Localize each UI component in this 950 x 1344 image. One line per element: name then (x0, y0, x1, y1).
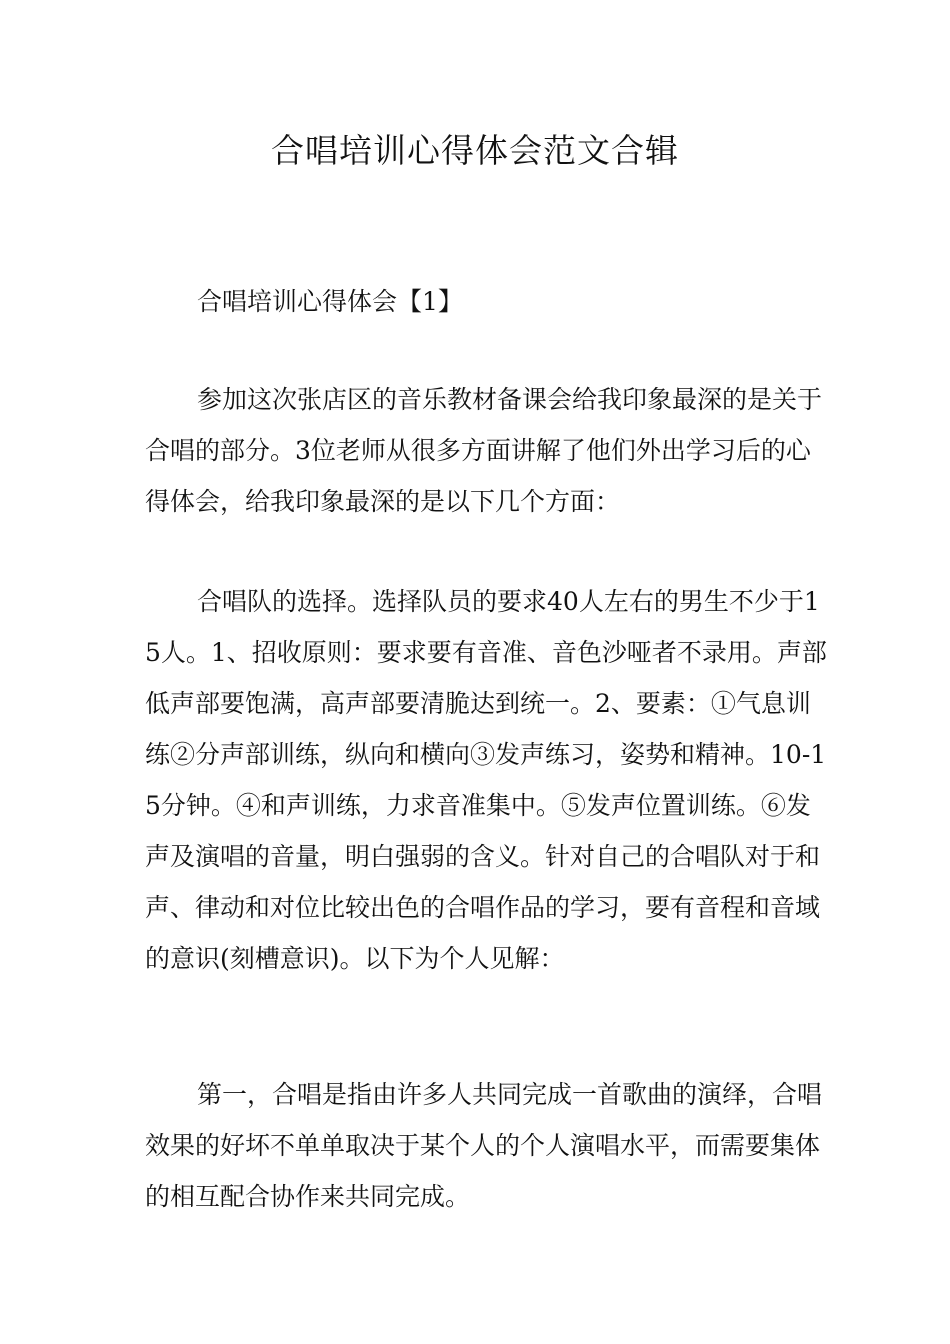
document-title: 合唱培训心得体会范文合辑 (271, 131, 679, 170)
paragraph-3: 第一，合唱是指由许多人共同完成一首歌曲的演绎，合唱效果的好坏不单单取决于某个人的个人演唱水平，而需要集体的相互配合协作来共同完成。 (145, 1080, 823, 1211)
paragraph-2: 合唱队的选择。选择队员的要求40人左右的男生不少于15人。1、招收原则：要求要有音准、音色沙哑者不录用。声部低声部要饱满，高声部要清脆达到统一。2、要素：①气息训练②分声部训练，纵向和横向③发声练习，姿势和精神。10-15分钟。④和声训练，力求音准集中。⑤发声位置训练。⑥发声及演唱的音量，明白强弱的含义。针对自己的合唱队对于和声、律动和对位比较出色的合唱作品的学习，要有音程和音域的意识(刻槽意识)。以下为个人见解： (145, 587, 827, 973)
section-heading: 合唱培训心得体会【1】 (197, 287, 463, 316)
paragraph-1: 参加这次张店区的音乐教材备课会给我印象最深的是关于合唱的部分。3位老师从很多方面讲解了他们外出学习后的心得体会，给我印象最深的是以下几个方面： (145, 385, 823, 516)
